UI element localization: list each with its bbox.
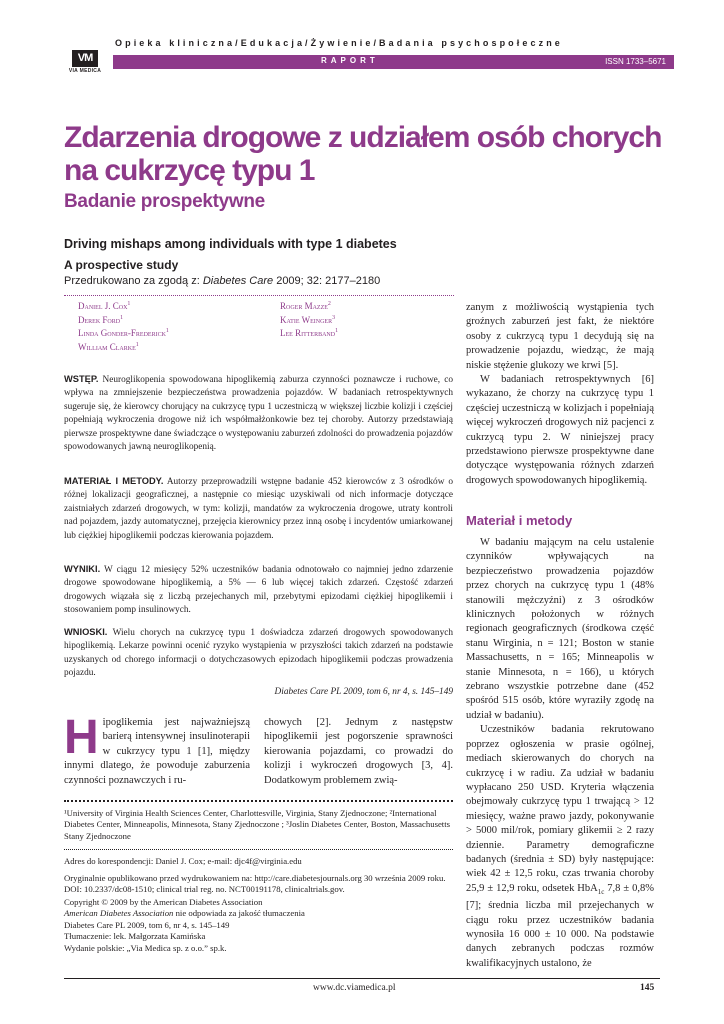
abstract-citation: Diabetes Care PL 2009, tom 6, nr 4, s. 145–149 — [274, 687, 453, 697]
body-column-2: chowych [2]. Jednym z następstw hipoglikemii jest pogorszenie sprawności kierowania pojazdami, co prowadzi do kolizji i wykroczeń drogowych [3, 4]. Dodatkowym problemem zwią- — [264, 717, 453, 786]
page-number: 145 — [640, 983, 655, 993]
abstract-introduction: WSTĘP. Neuroglikopenia spowodowana hipoglikemią zaburza czynności poznawcze i ruchowe, co wpływa na zmniejszenie bezpieczeństwa prowadzenia pojazdów. W badaniach retrospektywnych sugeruje się, że kierowcy chorujący na cukrzycę typu 1 uczestniczą w większej liczbie kolizji i częściej popełniają wykroczenia drogowe niż ich współmałżonkowie bez tej choroby. Autorzy przedstawiają pierwsze prospektywne dane świadczące o występowaniu zaburzeń zdolności do prowadzenia pojazdów spowodowanych jawną neuroglikopenią. — [64, 374, 453, 453]
affiliations: ¹University of Virginia Health Sciences Center, Charlottesville, Virginia, Stany Zjednoczone; ²International Diabetes Center, Minneapolis, Minnesota, Stany Zjednoczone ; ³Joslin Diabetes Center, Boston, Massachusetts Stany Zjednoczone — [64, 808, 451, 841]
original-publication-note: Oryginalnie opublikowano przed wydrukowaniem na: http://care.diabetesjournals.org 30 września 2009 roku. DOI: 10.2337/dc08-1510; clinical trial reg. no. NCT00191178, clinicaltrials.gov. — [64, 873, 446, 895]
body-column-3-intro: zanym z możliwością wystąpienia tych groźnych zaburzeń jest fakt, że niektóre osoby z cukrzycą typu 1 decydują się na prowadzenie pojazdu, wiedząc, że mają niskie stężenie glukozy we krwi [5]. W badaniach retrospektywnych [6] wykazano, że chorzy na cukrzycę typu 1 częściej uczestniczą w kolizjach i popełniają więcej wykroczeń drogowych niż pacjenci z cukrzycą typu 2. W niniejszej pracy przedstawiono pierwsze prospektywne dane dotyczące występowania różnych zdarzeń drogowych spowodowanych hipoglikemią. — [466, 302, 654, 486]
correspondence: Adres do korespondencji: Daniel J. Cox; e-mail: djc4f@virginia.edu — [64, 856, 302, 866]
body-column-3-methods: W badaniu mającym na celu ustalenie czynników wpływających na bezpieczeństwo prowadzenia pojazdów przez chorych na cukrzycę typu 1 (48% stanowili mężczyźni) z 3 ośrodków klinicznych położonych w różnych regionach geograficznych (środkowa część stanu Wirginia, n = 121; Boston w stanie Massachusetts, n = 165; Minneapolis w stanie Minnesota, n = 166), u których zebrano wszystkie potrzebne dane (452 spośród 515 osób, które wyraziły zgodę na udział w badaniu). Uczestników badania rekrutowano poprzez ogłoszenia w prasie ogólnej, mediach skierowanych do chorych na cukrzycę i w radiu. Za udział w badaniu wypłacano 250 USD. Kryteria włączenia obejmowały cukrzycę typu 1 trwającą > 12 miesięcy, ważne prawo jazdy, pokonywanie > 5000 mil/rok, pomiary glikemii ≥ 2 razy dziennie. Parametry demograficzne badanych (średnia ± SD) były następujące: wiek 42 ± 12,5 roku, czas trwania choroby 25,9 ± 12,9 roku, odsetek HbA$_{1c}$ 7,8 ± 0,8% [7]; średnia liczba mil przejechanych w ciągu roku przez uczestników badania wynosiła 16 000 ± 10 000. Na podstawie danych zebranych podczas rozmów kwalifikacyjnych ustalono, że — [466, 537, 654, 969]
author: William Clarke$^1$ — [78, 341, 139, 352]
article-type-label: RAPORT — [321, 56, 379, 65]
english-subtitle: A prospective study — [64, 258, 179, 272]
authors-right — [280, 300, 338, 341]
section-heading-methods: Materiał i metody — [466, 513, 573, 528]
section-line: Opieka kliniczna/Edukacja/Żywienie/Badania psychospołeczne — [115, 38, 563, 48]
footnote-divider-thin — [64, 849, 453, 850]
author: Daniel J. Cox$^1$ — [78, 301, 131, 311]
authors-left — [78, 300, 169, 354]
author: Katie Weinger$^3$ — [280, 314, 336, 325]
abstract-conclusions: WNIOSKI. Wielu chorych na cukrzycę typu 1 doświadcza zdarzeń drogowych spowodowanych hipoglikemią. Lekarze powinni ocenić ryzyko wystąpienia w przyszłości takich zdarzeń na podstawie uzyskanych od chorego informacji o dotychczasowych epizodach hipoglikemii podczas prowadzenia pojazdu. — [64, 627, 453, 679]
english-title: Driving mishaps among individuals with type 1 diabetes — [64, 237, 397, 251]
footer-rule — [64, 978, 660, 979]
author: Roger Mazze$^2$ — [280, 301, 331, 311]
author: Derek Ford$^1$ — [78, 314, 124, 325]
footer-url: www.dc.viamedica.pl — [313, 983, 396, 993]
abstract-results: WYNIKI. W ciągu 12 miesięcy 52% uczestników badania odnotowało co najmniej jedno zdarzenie drogowe spowodowane hipoglikemią, a 5% — 6 lub więcej takich zdarzeń. Częstość zdarzeń drogowych wiązała się z liczbą przejechanych mil, przebytymi epizodami ciężkiej hipoglikemii i stosowaniem pomp insulinowych. — [64, 564, 453, 616]
abstract-methods: MATERIAŁ I METODY. Autorzy przeprowadzili wstępne badanie 452 kierowców z 3 ośrodków o różnej lokalizacji geograficznej, a następnie co miesiąc uzyskiwali od nich informacje dotyczące zaistniałych zdarzeń drogowych, w tym: kolizji, mandatów za wykroczenia drogowe, utraty kontroli nad pojazdem, jazdy automatycznej, przejęcia kierownicy przez inną osobę i incydentów umiarkowanej lub ciężkiej hipoglikemii podczas kierowania pojazdem. — [64, 476, 453, 541]
author: Lee Ritterband$^1$ — [280, 328, 339, 338]
body-column-1: Hipoglikemia jest najważniejszą barierą intensywnej insulinoterapii w cukrzycy typu 1 [1], między innymi dlatego, że powoduje zaburzenia czynności poznawczych i ru- — [64, 711, 250, 786]
section-bar — [113, 55, 674, 69]
reprint-note: Przedrukowano za zgodą z: Diabetes Care 2009; 32: 2177–2180 — [64, 275, 381, 287]
author: Linda Gonder-Frederick$^1$ — [78, 328, 169, 338]
logo-mark: VM — [72, 50, 98, 67]
article-subtitle: Badanie prospektywne — [64, 191, 265, 212]
issn: ISSN 1733–5671 — [605, 57, 666, 66]
copyright-block: Copyright © 2009 by the American Diabetes Association American Diabetes Association nie odpowiada za jakość tłumaczenia Diabetes Care PL 2009, tom 6, nr 4, s. 145–149 Tłumaczenie: lek. Małgorzata Kamińska Wydanie polskie: „Via Medica sp. z o.o.” sp.k. — [64, 897, 305, 953]
footnote-divider — [64, 800, 453, 802]
logo-text: VIA MEDICA — [68, 68, 102, 74]
publisher-logo — [62, 50, 108, 80]
authors-divider — [64, 295, 454, 296]
drop-cap: H — [64, 711, 99, 764]
article-title: Zdarzenia drogowe z udziałem osób chorych na cukrzycę typu 1 — [64, 121, 662, 187]
